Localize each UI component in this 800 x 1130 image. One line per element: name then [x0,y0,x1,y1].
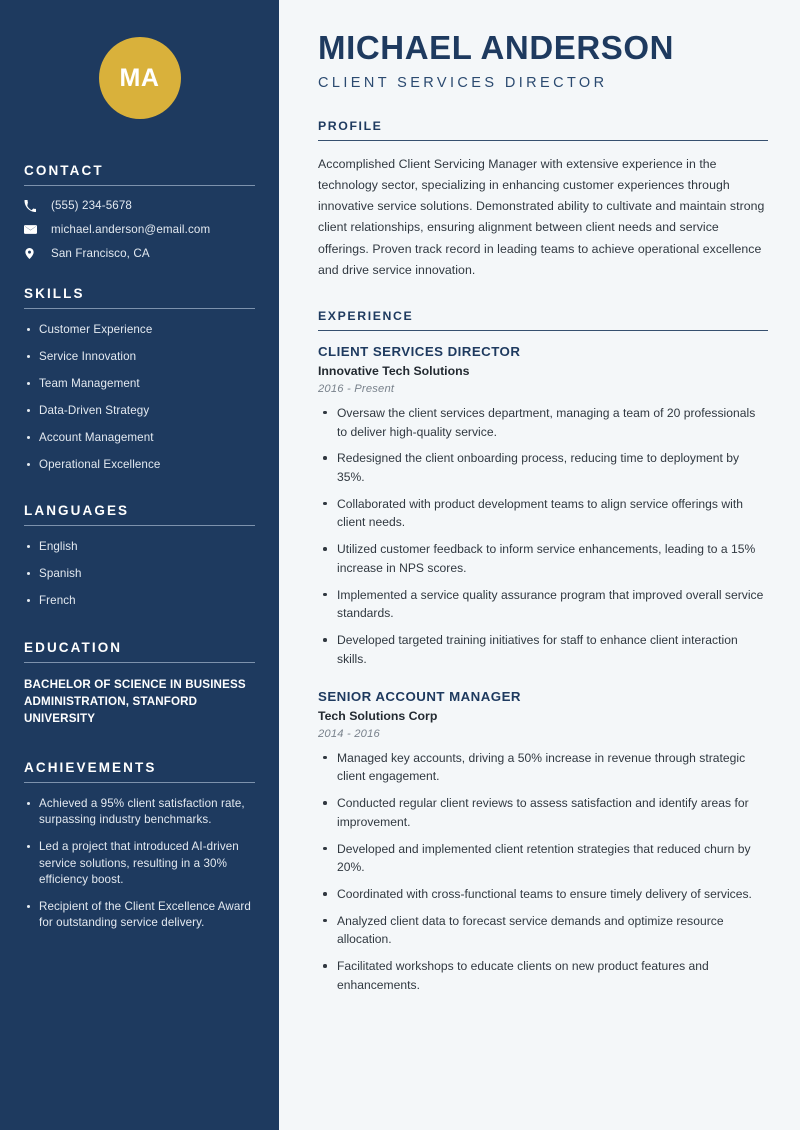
list-item: English [24,539,255,555]
list-item: Redesigned the client onboarding process, reducing time to deployment by 35%. [318,449,768,486]
education-section [24,640,255,728]
skills-list [24,322,255,473]
list-item: Analyzed client data to forecast service demands and optimize resource allocation. [318,912,768,949]
experience-section [318,309,768,995]
list-item: Conducted regular client reviews to assess satisfaction and identify areas for improvement. [318,794,768,831]
list-item: Collaborated with product development teams to align service offerings with client needs. [318,495,768,532]
column-gap [279,0,290,1130]
skills-heading: SKILLS [24,286,85,301]
experience-bullets [318,404,768,669]
experience-company: Innovative Tech Solutions [318,363,470,378]
experience-company: Tech Solutions Corp [318,708,438,723]
experience-role: CLIENT SERVICES DIRECTOR [318,343,521,359]
contact-email-value: michael.anderson@email.com [51,223,211,236]
list-item: Achieved a 95% client satisfaction rate, surpassing industry benchmarks. [24,796,255,829]
contact-location-value: San Francisco, CA [51,247,150,260]
contact-item-location[interactable] [24,247,255,260]
list-item: Oversaw the client services department, managing a team of 20 professionals to deliver high-quality service. [318,404,768,441]
page-title: MICHAEL ANDERSON [318,29,675,66]
languages-heading: LANGUAGES [24,503,130,519]
sidebar [0,0,279,1130]
education-heading: EDUCATION [24,639,123,655]
list-item: Data-Driven Strategy [24,403,255,419]
list-item: Implemented a service quality assurance program that improved overall service standards. [318,586,768,623]
education-entry: BACHELOR OF SCIENCE IN BUSINESS ADMINISTRATION, STANFORD UNIVERSITY [24,677,246,726]
list-item: Spanish [24,566,255,582]
contact-phone-value: (555) 234-5678 [51,199,132,212]
location-pin-icon [24,247,41,260]
phone-icon [24,200,41,212]
list-item: Developed targeted training initiatives for staff to enhance client interaction skills. [318,631,768,668]
list-item: Service Innovation [24,349,255,365]
main-content [290,0,800,1130]
languages-divider [24,525,255,526]
skills-divider [24,308,255,309]
profile-heading: PROFILE [318,118,383,133]
skills-section [24,286,255,473]
list-item: Utilized customer feedback to inform service enhancements, leading to a 15% increase in NPS scores. [318,540,768,577]
achievements-section [24,760,255,932]
contact-divider [24,185,255,186]
list-item: Team Management [24,376,255,392]
list-item: Led a project that introduced AI-driven service solutions, resulting in a 30% efficiency boost. [24,839,255,888]
list-item: Facilitated workshops to educate clients on new product features and enhancements. [318,957,768,994]
profile-section [318,119,768,281]
list-item: Account Management [24,430,255,446]
experience-divider [318,330,768,331]
experience-entry [318,689,768,995]
contact-section [24,163,255,260]
contact-item-email[interactable] [24,223,255,236]
languages-list [24,539,255,609]
avatar: MA [99,37,181,119]
experience-heading: EXPERIENCE [318,308,414,323]
languages-section [24,503,255,609]
profile-divider [318,140,768,141]
list-item: French [24,593,255,609]
achievements-divider [24,782,255,783]
experience-dates: 2016 - Present [318,382,395,395]
profile-text: Accomplished Client Servicing Manager with extensive experience in the technology sector, specializing in enhancing customer experiences through innovative service solutions. Demonstrated ability to cultivate and maintain strong client relationships, ensuring alignment between client needs and service offerings. Proven track record in leading teams to achieve operational excellence and drive service innovation. [318,156,765,277]
list-item: Operational Excellence [24,457,255,473]
contact-item-phone[interactable] [24,199,255,212]
avatar-container [24,0,255,163]
achievements-heading: ACHIEVEMENTS [24,759,157,775]
experience-entry [318,344,768,669]
list-item: Recipient of the Client Excellence Award for outstanding service delivery. [24,899,255,932]
achievements-list [24,796,255,932]
experience-dates: 2014 - 2016 [318,727,380,740]
list-item: Coordinated with cross-functional teams to ensure timely delivery of services. [318,885,768,904]
list-item: Customer Experience [24,322,255,338]
education-divider [24,662,255,663]
experience-role: SENIOR ACCOUNT MANAGER [318,688,521,704]
contact-list [24,199,255,260]
email-icon [24,223,41,236]
contact-heading: CONTACT [24,163,104,178]
list-item: Developed and implemented client retention strategies that reduced churn by 20%. [318,840,768,877]
experience-bullets [318,749,768,995]
list-item: Managed key accounts, driving a 50% increase in revenue through strategic client engagement. [318,749,768,786]
job-title-subtitle: CLIENT SERVICES DIRECTOR [318,74,608,91]
